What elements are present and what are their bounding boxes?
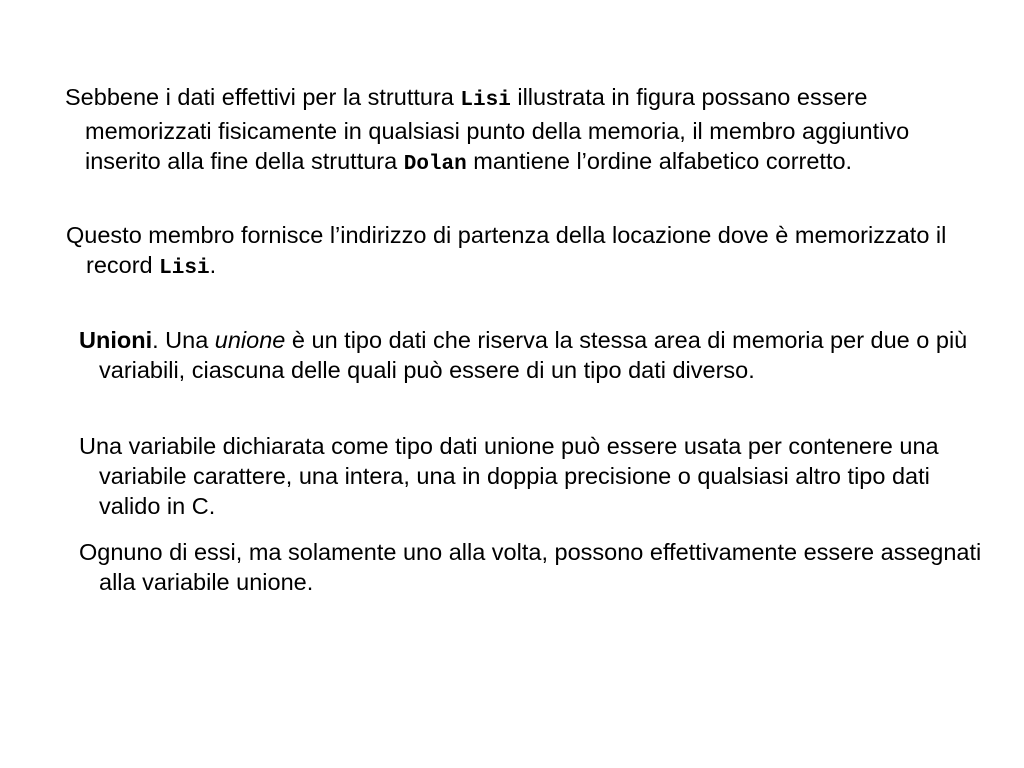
term-unione: unione — [214, 327, 286, 353]
code-lisi: Lisi — [460, 89, 511, 112]
paragraph-one-at-a-time — [79, 537, 999, 597]
paragraph-unions-definition — [79, 325, 979, 385]
paragraph-text: illustrata in figura possano essere memorizzati fisicamente in qualsiasi punto della memoria, il membro aggiuntivo inserito alla fine della struttura — [85, 84, 910, 174]
paragraph-text: Ognuno di essi, ma solamente uno alla volta, possono effettivamente essere assegnati alla variabile unione. — [79, 539, 982, 595]
paragraph-text: Sebbene i dati effettivi per la struttura — [65, 84, 461, 110]
paragraph-text: mantiene l’ordine alfabetico corretto. — [466, 148, 853, 174]
term-unioni: Unioni — [79, 327, 153, 353]
paragraph-text: è un tipo dati che riserva la stessa area di memoria per due o più variabili, ciascuna delle quali può essere di un tipo dati diverso. — [99, 327, 968, 383]
paragraph-text: . Una — [152, 327, 215, 353]
paragraph-lisi-structure — [65, 82, 985, 180]
paragraph-text: Una variabile dichiarata come tipo dati unione può essere usata per contenere una variabile carattere, una intera, una in doppia precisione o qualsiasi altro tipo dati valido in C. — [79, 433, 939, 519]
code-dolan: Dolan — [403, 153, 467, 176]
code-lisi: Lisi — [159, 257, 210, 280]
paragraph-union-variable — [79, 431, 979, 521]
paragraph-text: . — [209, 252, 217, 278]
paragraph-text: Questo membro fornisce l’indirizzo di partenza della locazione dove è memorizzato il record — [66, 222, 947, 278]
paragraph-address-member — [66, 220, 986, 284]
